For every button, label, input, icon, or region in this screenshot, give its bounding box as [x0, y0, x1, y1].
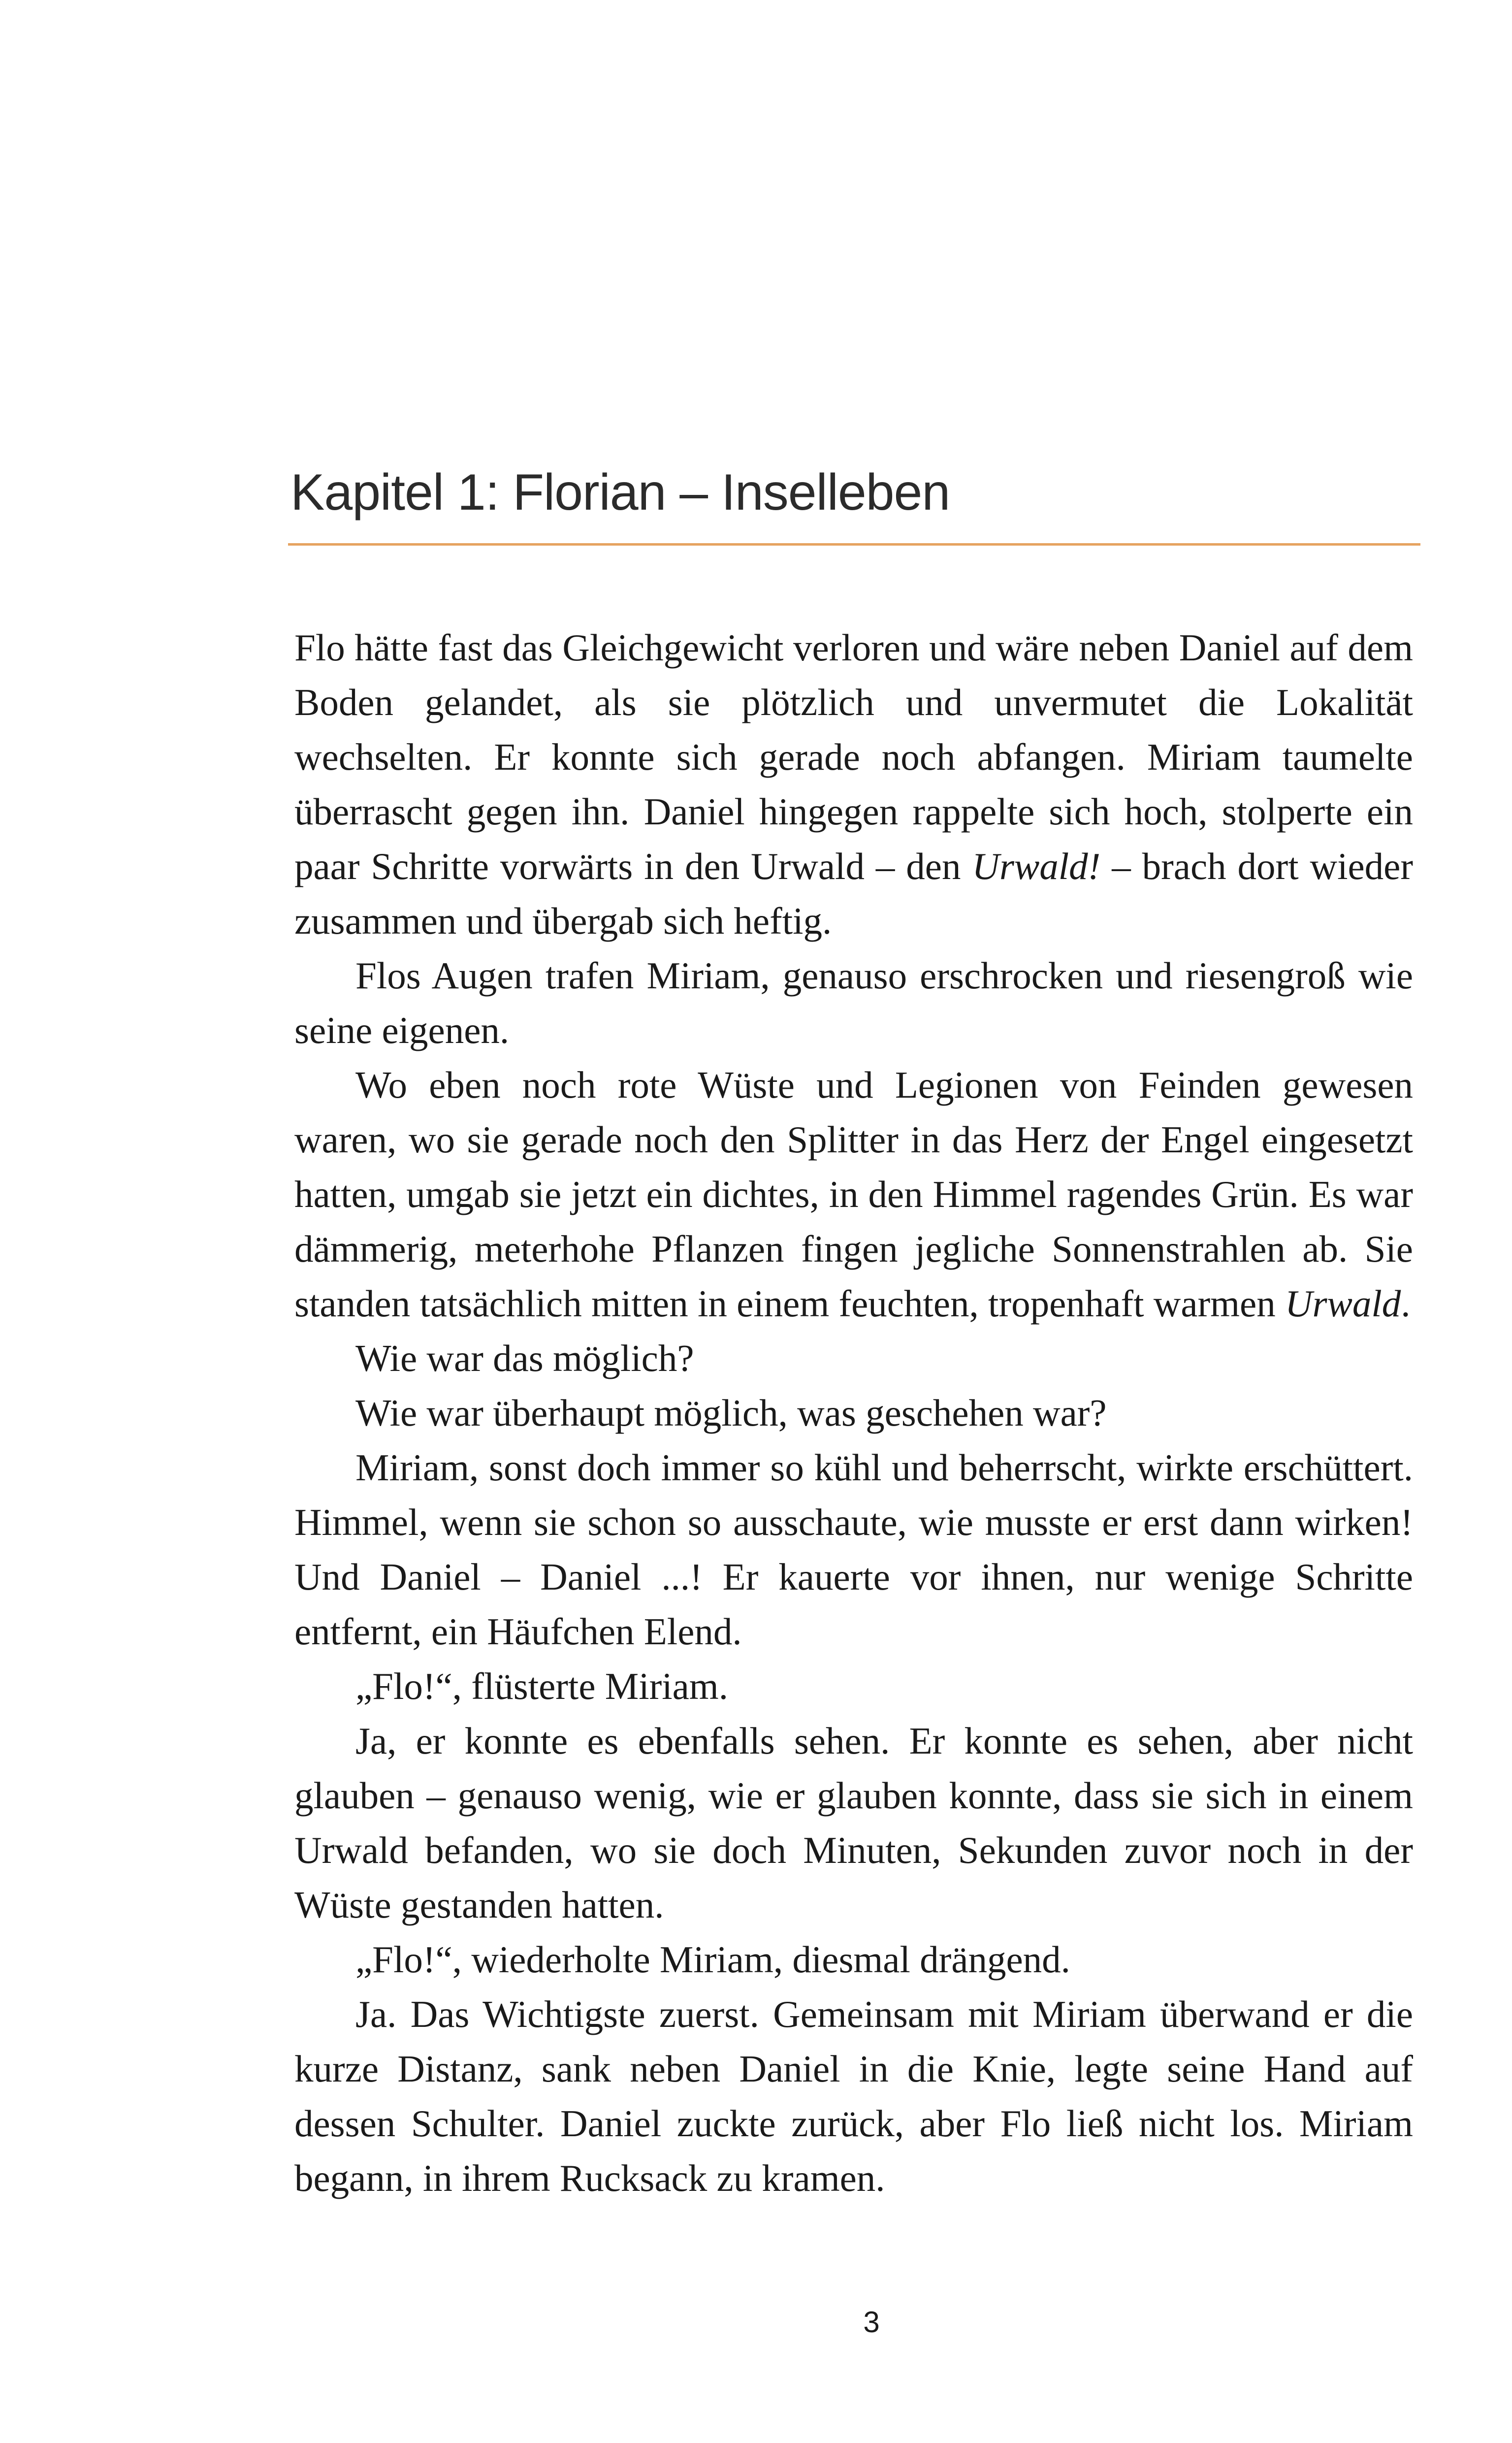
paragraph-text: Wo eben noch rote Wüste und Legionen von Feinden gewesen waren, wo sie gerade noch den Splitter in das Herz der Engel eingesetzt hatten, umgab sie jetzt ein dichtes, in den Himmel ragendes Grün. Es war dämmerig, meterhohe Pflanzen fingen jegliche Sonnenstrahlen ab. Sie standen tatsächlich mitten in einem feuchten, tropenhaft warmen	[294, 1064, 1413, 1325]
emphasis-text: Urwald	[1285, 1282, 1401, 1325]
paragraph-9: „Flo!“, wiederholte Miriam, diesmal drängend.	[355, 1938, 1070, 1981]
chapter-body	[294, 620, 1413, 2206]
paragraph-2: Flos Augen trafen Miriam, genauso erschrocken und riesengroß wie seine eigenen.	[294, 954, 1413, 1051]
paragraph-text: Flo hätte fast das Gleichgewicht verloren und wäre neben Daniel auf dem Boden gelandet, als sie plötzlich und unvermutet die Lokalität wechselten. Er konnte sich gerade noch abfangen. Miriam taumelte überrascht gegen ihn. Daniel hingegen rappelte sich hoch, stolperte ein paar Schritte vorwärts in den Urwald – den	[294, 626, 1413, 887]
paragraph-10: Ja. Das Wichtigste zuerst. Gemeinsam mit Miriam überwand er die kurze Distanz, sank neben Daniel in die Knie, legte seine Hand auf dessen Schulter. Daniel zuckte zurück, aber Flo ließ nicht los. Miriam begann, in ihrem Rucksack zu kramen.	[294, 1993, 1413, 2199]
paragraph-text: .	[1401, 1282, 1411, 1325]
paragraph-text: – brach dort wieder zusammen und übergab sich heftig.	[294, 845, 1413, 942]
paragraph-8: Ja, er konnte es ebenfalls sehen. Er konnte es sehen, aber nicht glauben – genauso wenig, wie er glauben konnte, dass sie sich in einem Urwald befanden, wo sie doch Minuten, Sekunden zuvor noch in der Wüste gestanden hatten.	[294, 1720, 1413, 1926]
page-number: 3	[863, 2306, 880, 2339]
heading-divider	[288, 543, 1420, 546]
chapter-title: Kapitel 1: Florian – Inselleben	[290, 464, 950, 521]
paragraph-7: „Flo!“, flüsterte Miriam.	[355, 1665, 728, 1707]
paragraph-4: Wie war das möglich?	[355, 1337, 694, 1379]
paragraph-1	[294, 620, 1413, 948]
paragraph-5: Wie war überhaupt möglich, was geschehen war?	[355, 1392, 1107, 1434]
paragraph-6: Miriam, sonst doch immer so kühl und beherrscht, wirkte erschüttert. Himmel, wenn sie schon so ausschaute, wie musste er erst dann wirken! Und Daniel – Daniel ...! Er kauerte vor ihnen, nur wenige Schritte entfernt, ein Häufchen Elend.	[294, 1446, 1413, 1653]
emphasis-text: Urwald!	[972, 845, 1101, 887]
paragraph-3	[294, 1058, 1413, 1331]
